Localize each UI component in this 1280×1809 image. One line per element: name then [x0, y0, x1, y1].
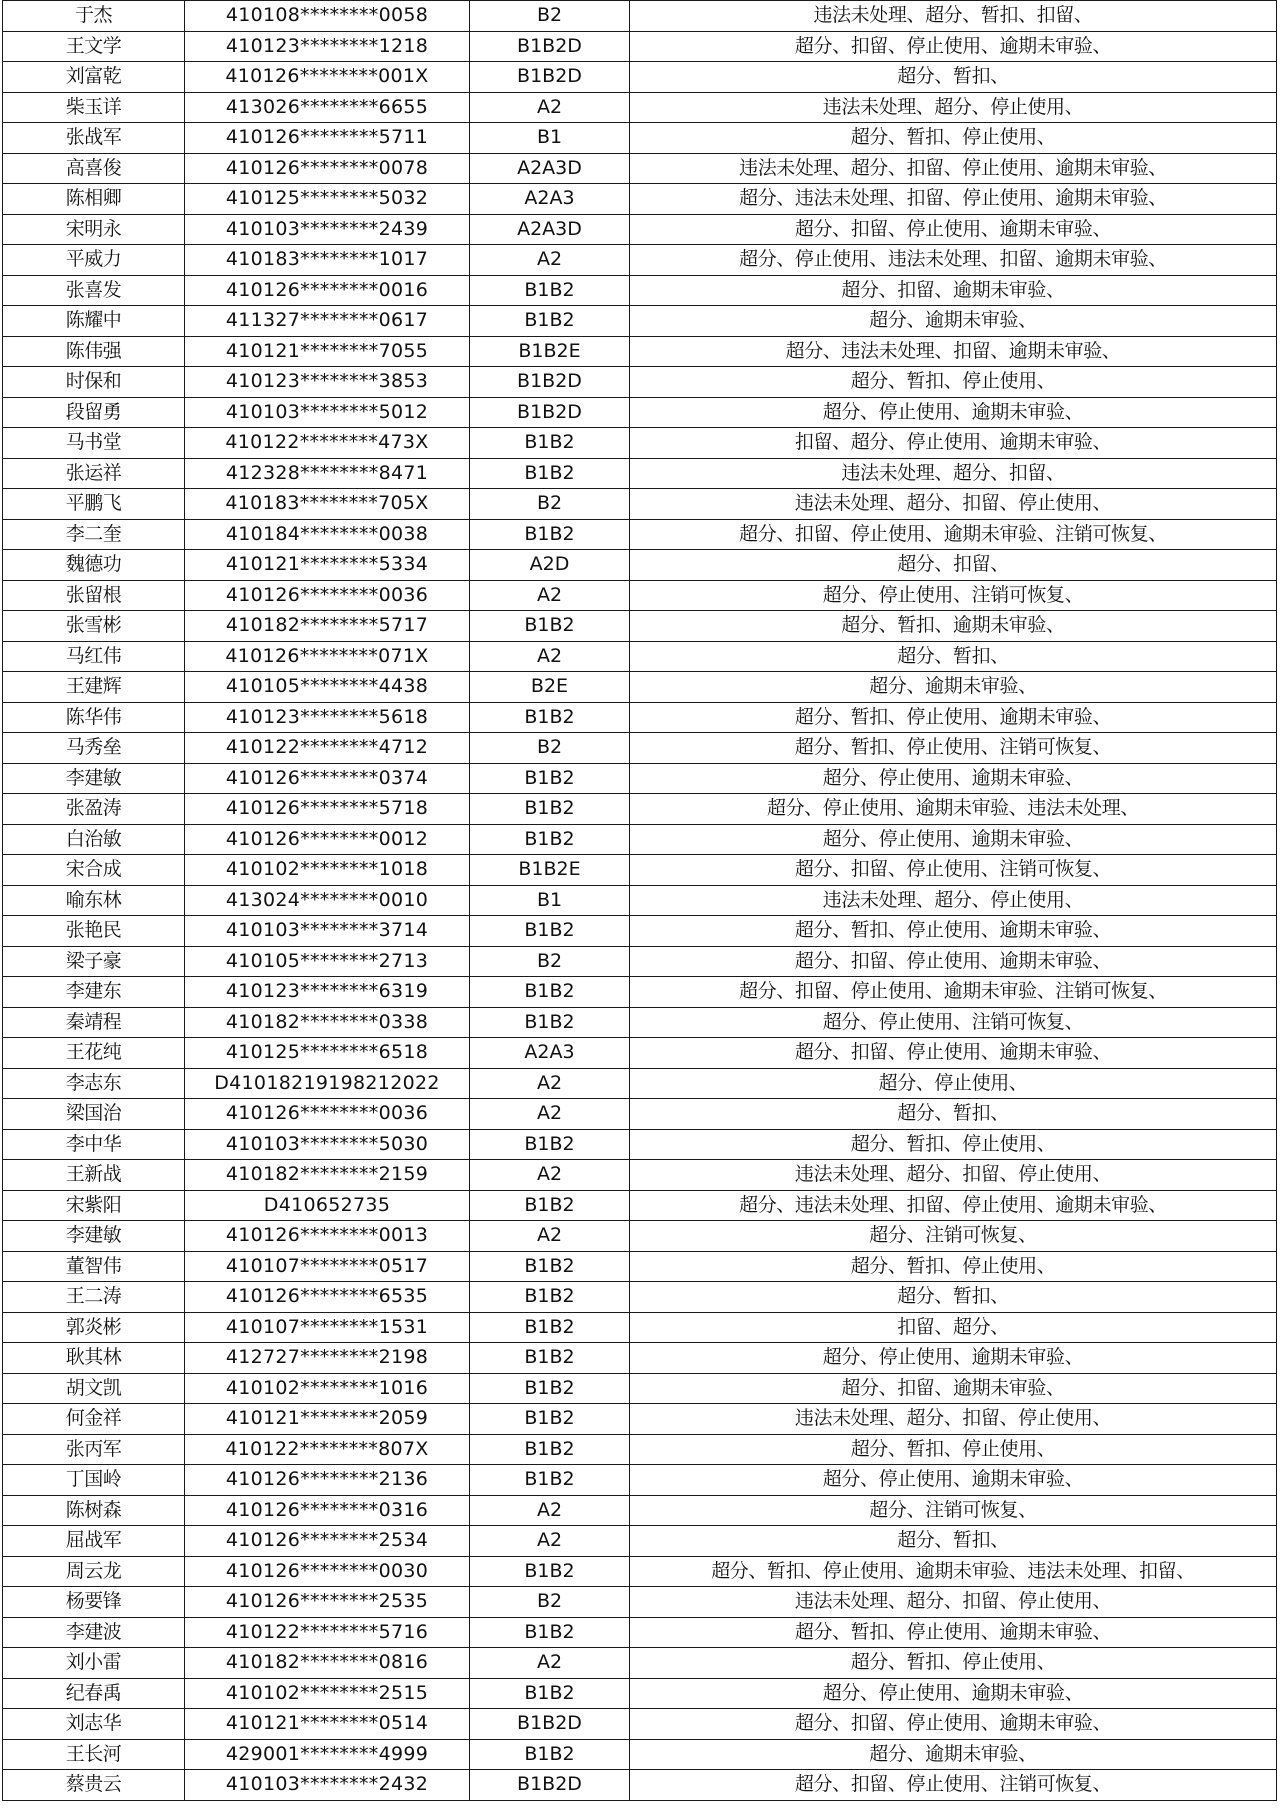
license-status-cell: 超分、扣留、停止使用、逾期未审验、注销可恢复、 — [630, 977, 1277, 1008]
license-class-cell: B1B2 — [470, 1678, 630, 1709]
license-class-cell: B1B2 — [470, 519, 630, 550]
driver-name-cell: 张喜发 — [3, 275, 185, 306]
table-row — [3, 1, 1277, 32]
driver-records-table — [2, 0, 1277, 1801]
license-status-cell: 超分、暂扣、停止使用、 — [630, 1251, 1277, 1282]
driver-records-body — [3, 1, 1277, 1801]
table-row — [3, 1251, 1277, 1282]
license-status-cell: 超分、停止使用、逾期未审验、 — [630, 824, 1277, 855]
id-number-cell: 410126********5711 — [185, 123, 470, 154]
license-class-cell: B2 — [470, 1587, 630, 1618]
driver-name-cell: 陈华伟 — [3, 702, 185, 733]
id-number-cell: 410122********5716 — [185, 1617, 470, 1648]
license-status-cell: 超分、扣留、停止使用、逾期未审验、 — [630, 946, 1277, 977]
driver-name-cell: 高喜俊 — [3, 153, 185, 184]
table-row — [3, 1526, 1277, 1557]
id-number-cell: 413024********0010 — [185, 885, 470, 916]
license-class-cell: B1B2D — [470, 1709, 630, 1740]
license-status-cell: 超分、停止使用、逾期未审验、违法未处理、 — [630, 794, 1277, 825]
license-class-cell: A2 — [470, 245, 630, 276]
driver-name-cell: 于杰 — [3, 1, 185, 32]
table-row — [3, 214, 1277, 245]
license-class-cell: A2A3 — [470, 1038, 630, 1069]
license-class-cell: B2E — [470, 672, 630, 703]
license-class-cell: B1B2 — [470, 458, 630, 489]
license-class-cell: B1B2 — [470, 428, 630, 459]
license-class-cell: B1B2 — [470, 1404, 630, 1435]
driver-name-cell: 白治敏 — [3, 824, 185, 855]
license-class-cell: B1B2 — [470, 1312, 630, 1343]
license-class-cell: A2 — [470, 1160, 630, 1191]
driver-name-cell: 何金祥 — [3, 1404, 185, 1435]
license-class-cell: A2A3D — [470, 153, 630, 184]
license-status-cell: 违法未处理、超分、扣留、停止使用、 — [630, 1587, 1277, 1618]
license-status-cell: 超分、逾期未审验、 — [630, 306, 1277, 337]
license-class-cell: B1B2 — [470, 1465, 630, 1496]
id-number-cell: 410182********0338 — [185, 1007, 470, 1038]
license-class-cell: B1B2 — [470, 1007, 630, 1038]
id-number-cell: 410103********3714 — [185, 916, 470, 947]
license-class-cell: B1B2E — [470, 336, 630, 367]
id-number-cell: 410126********001X — [185, 62, 470, 93]
table-row — [3, 1129, 1277, 1160]
table-row — [3, 1373, 1277, 1404]
license-status-cell: 超分、停止使用、逾期未审验、 — [630, 1678, 1277, 1709]
table-row — [3, 611, 1277, 642]
license-status-cell: 超分、扣留、逾期未审验、 — [630, 275, 1277, 306]
driver-name-cell: 平鹏飞 — [3, 489, 185, 520]
id-number-cell: 410126********6535 — [185, 1282, 470, 1313]
table-row — [3, 306, 1277, 337]
id-number-cell: 410103********2439 — [185, 214, 470, 245]
license-status-cell: 超分、注销可恢复、 — [630, 1495, 1277, 1526]
table-row — [3, 1160, 1277, 1191]
id-number-cell: 410126********0078 — [185, 153, 470, 184]
license-class-cell: A2 — [470, 641, 630, 672]
driver-name-cell: 马红伟 — [3, 641, 185, 672]
id-number-cell: 410102********2515 — [185, 1678, 470, 1709]
license-status-cell: 超分、停止使用、注销可恢复、 — [630, 580, 1277, 611]
license-status-cell: 超分、停止使用、逾期未审验、 — [630, 397, 1277, 428]
license-status-cell: 超分、扣留、逾期未审验、 — [630, 1373, 1277, 1404]
id-number-cell: 410123********3853 — [185, 367, 470, 398]
id-number-cell: 410126********0316 — [185, 1495, 470, 1526]
driver-name-cell: 屈战军 — [3, 1526, 185, 1557]
driver-name-cell: 喻东林 — [3, 885, 185, 916]
id-number-cell: 410105********4438 — [185, 672, 470, 703]
driver-name-cell: 宋合成 — [3, 855, 185, 886]
id-number-cell: 410182********5717 — [185, 611, 470, 642]
license-class-cell: B1 — [470, 885, 630, 916]
table-row — [3, 397, 1277, 428]
license-status-cell: 超分、停止使用、注销可恢复、 — [630, 1007, 1277, 1038]
table-row — [3, 1434, 1277, 1465]
driver-name-cell: 平威力 — [3, 245, 185, 276]
id-number-cell: 410107********0517 — [185, 1251, 470, 1282]
license-status-cell: 超分、扣留、停止使用、逾期未审验、 — [630, 1038, 1277, 1069]
license-class-cell: B1B2D — [470, 62, 630, 93]
table-row — [3, 1282, 1277, 1313]
license-class-cell: B1B2 — [470, 611, 630, 642]
id-number-cell: 410122********807X — [185, 1434, 470, 1465]
table-row — [3, 1617, 1277, 1648]
license-status-cell: 违法未处理、超分、停止使用、 — [630, 92, 1277, 123]
id-number-cell: 410126********0374 — [185, 763, 470, 794]
id-number-cell: D410652735 — [185, 1190, 470, 1221]
driver-name-cell: 时保和 — [3, 367, 185, 398]
driver-name-cell: 李建波 — [3, 1617, 185, 1648]
driver-name-cell: 李建敏 — [3, 1221, 185, 1252]
license-class-cell: B1B2 — [470, 275, 630, 306]
id-number-cell: 410183********705X — [185, 489, 470, 520]
license-class-cell: B1B2 — [470, 1282, 630, 1313]
license-class-cell: B2 — [470, 1, 630, 32]
table-row — [3, 1739, 1277, 1770]
license-class-cell: B1B2 — [470, 1251, 630, 1282]
license-status-cell: 扣留、超分、停止使用、逾期未审验、 — [630, 428, 1277, 459]
driver-name-cell: 宋明永 — [3, 214, 185, 245]
table-row — [3, 1343, 1277, 1374]
table-row — [3, 489, 1277, 520]
license-class-cell: A2A3D — [470, 214, 630, 245]
table-row — [3, 763, 1277, 794]
driver-name-cell: 李建敏 — [3, 763, 185, 794]
id-number-cell: 410126********071X — [185, 641, 470, 672]
license-status-cell: 超分、扣留、停止使用、逾期未审验、 — [630, 1709, 1277, 1740]
id-number-cell: 410126********0036 — [185, 580, 470, 611]
table-row — [3, 428, 1277, 459]
license-class-cell: A2 — [470, 92, 630, 123]
driver-name-cell: 张雪彬 — [3, 611, 185, 642]
license-status-cell: 超分、暂扣、停止使用、逾期未审验、 — [630, 702, 1277, 733]
driver-name-cell: 王建辉 — [3, 672, 185, 703]
id-number-cell: 410126********0012 — [185, 824, 470, 855]
license-class-cell: A2 — [470, 1068, 630, 1099]
table-row — [3, 1404, 1277, 1435]
id-number-cell: 410183********1017 — [185, 245, 470, 276]
table-row — [3, 1678, 1277, 1709]
license-status-cell: 超分、暂扣、停止使用、注销可恢复、 — [630, 733, 1277, 764]
license-class-cell: B1B2 — [470, 1190, 630, 1221]
driver-name-cell: 段留勇 — [3, 397, 185, 428]
driver-name-cell: 王花纯 — [3, 1038, 185, 1069]
driver-name-cell: 陈树森 — [3, 1495, 185, 1526]
driver-name-cell: 王新战 — [3, 1160, 185, 1191]
id-number-cell: 410121********5334 — [185, 550, 470, 581]
license-status-cell: 超分、暂扣、停止使用、 — [630, 1434, 1277, 1465]
id-number-cell: 410184********0038 — [185, 519, 470, 550]
table-row — [3, 1465, 1277, 1496]
table-row — [3, 153, 1277, 184]
license-class-cell: A2 — [470, 1648, 630, 1679]
id-number-cell: 410126********0013 — [185, 1221, 470, 1252]
license-class-cell: B1 — [470, 123, 630, 154]
license-status-cell: 超分、停止使用、逾期未审验、 — [630, 1465, 1277, 1496]
table-row — [3, 123, 1277, 154]
license-class-cell: B1B2 — [470, 1343, 630, 1374]
table-row — [3, 1221, 1277, 1252]
table-row — [3, 977, 1277, 1008]
table-row — [3, 1007, 1277, 1038]
table-row — [3, 245, 1277, 276]
driver-name-cell: 马书堂 — [3, 428, 185, 459]
license-status-cell: 超分、注销可恢复、 — [630, 1221, 1277, 1252]
driver-name-cell: 杨要锋 — [3, 1587, 185, 1618]
driver-name-cell: 王长河 — [3, 1739, 185, 1770]
license-class-cell: B1B2 — [470, 306, 630, 337]
table-row — [3, 458, 1277, 489]
driver-name-cell: 陈伟强 — [3, 336, 185, 367]
table-row — [3, 1770, 1277, 1801]
id-number-cell: 410102********1016 — [185, 1373, 470, 1404]
license-status-cell: 超分、违法未处理、扣留、逾期未审验、 — [630, 336, 1277, 367]
table-row — [3, 916, 1277, 947]
id-number-cell: 412328********8471 — [185, 458, 470, 489]
table-row — [3, 1648, 1277, 1679]
license-class-cell: A2 — [470, 1099, 630, 1130]
license-class-cell: B2 — [470, 946, 630, 977]
id-number-cell: 410126********2136 — [185, 1465, 470, 1496]
driver-name-cell: 刘小雷 — [3, 1648, 185, 1679]
license-status-cell: 超分、暂扣、停止使用、逾期未审验、违法未处理、扣留、 — [630, 1556, 1277, 1587]
license-status-cell: 违法未处理、超分、扣留、停止使用、 — [630, 1160, 1277, 1191]
id-number-cell: 410182********2159 — [185, 1160, 470, 1191]
driver-name-cell: 李建东 — [3, 977, 185, 1008]
driver-name-cell: 柴玉详 — [3, 92, 185, 123]
license-class-cell: B1B2 — [470, 1556, 630, 1587]
license-class-cell: B1B2D — [470, 31, 630, 62]
license-class-cell: B2 — [470, 733, 630, 764]
license-status-cell: 超分、扣留、停止使用、逾期未审验、 — [630, 214, 1277, 245]
license-status-cell: 违法未处理、超分、停止使用、 — [630, 885, 1277, 916]
id-number-cell: 410108********0058 — [185, 1, 470, 32]
table-row — [3, 367, 1277, 398]
table-row — [3, 1495, 1277, 1526]
license-status-cell: 超分、暂扣、停止使用、 — [630, 1648, 1277, 1679]
license-class-cell: A2 — [470, 580, 630, 611]
table-row — [3, 733, 1277, 764]
driver-name-cell: 王二涛 — [3, 1282, 185, 1313]
license-class-cell: B2 — [470, 489, 630, 520]
license-status-cell: 超分、暂扣、停止使用、 — [630, 123, 1277, 154]
id-number-cell: 410122********473X — [185, 428, 470, 459]
id-number-cell: 410121********0514 — [185, 1709, 470, 1740]
license-status-cell: 超分、扣留、停止使用、注销可恢复、 — [630, 1770, 1277, 1801]
table-row — [3, 1038, 1277, 1069]
id-number-cell: 410182********0816 — [185, 1648, 470, 1679]
driver-name-cell: 纪春禹 — [3, 1678, 185, 1709]
driver-name-cell: 张丙军 — [3, 1434, 185, 1465]
license-class-cell: B1B2 — [470, 1434, 630, 1465]
license-status-cell: 超分、暂扣、停止使用、逾期未审验、 — [630, 1617, 1277, 1648]
license-class-cell: B1B2 — [470, 1373, 630, 1404]
license-status-cell: 超分、暂扣、 — [630, 62, 1277, 93]
table-row — [3, 1556, 1277, 1587]
driver-name-cell: 陈耀中 — [3, 306, 185, 337]
table-row — [3, 641, 1277, 672]
driver-name-cell: 秦靖程 — [3, 1007, 185, 1038]
license-class-cell: A2A3 — [470, 184, 630, 215]
license-status-cell: 超分、扣留、停止使用、注销可恢复、 — [630, 855, 1277, 886]
driver-name-cell: 周云龙 — [3, 1556, 185, 1587]
id-number-cell: 410102********1018 — [185, 855, 470, 886]
id-number-cell: 429001********4999 — [185, 1739, 470, 1770]
license-status-cell: 违法未处理、超分、扣留、 — [630, 458, 1277, 489]
table-row — [3, 184, 1277, 215]
id-number-cell: 410107********1531 — [185, 1312, 470, 1343]
license-status-cell: 超分、停止使用、违法未处理、扣留、逾期未审验、 — [630, 245, 1277, 276]
license-status-cell: 违法未处理、超分、扣留、停止使用、 — [630, 489, 1277, 520]
driver-name-cell: 张艳民 — [3, 916, 185, 947]
id-number-cell: 410126********0030 — [185, 1556, 470, 1587]
table-row — [3, 519, 1277, 550]
license-status-cell: 超分、暂扣、 — [630, 1526, 1277, 1557]
driver-name-cell: 张留根 — [3, 580, 185, 611]
id-number-cell: 410126********2534 — [185, 1526, 470, 1557]
id-number-cell: 410123********1218 — [185, 31, 470, 62]
id-number-cell: D41018219198212022 — [185, 1068, 470, 1099]
license-status-cell: 超分、暂扣、 — [630, 1099, 1277, 1130]
table-row — [3, 62, 1277, 93]
driver-name-cell: 丁国岭 — [3, 1465, 185, 1496]
driver-name-cell: 李志东 — [3, 1068, 185, 1099]
license-status-cell: 超分、暂扣、停止使用、 — [630, 367, 1277, 398]
table-row — [3, 1068, 1277, 1099]
id-number-cell: 410103********2432 — [185, 1770, 470, 1801]
license-class-cell: B1B2E — [470, 855, 630, 886]
driver-name-cell: 李中华 — [3, 1129, 185, 1160]
driver-name-cell: 郭炎彬 — [3, 1312, 185, 1343]
table-row — [3, 672, 1277, 703]
license-class-cell: A2 — [470, 1526, 630, 1557]
id-number-cell: 410125********6518 — [185, 1038, 470, 1069]
driver-name-cell: 张盈涛 — [3, 794, 185, 825]
table-row — [3, 1099, 1277, 1130]
license-class-cell: B1B2 — [470, 916, 630, 947]
id-number-cell: 411327********0617 — [185, 306, 470, 337]
license-status-cell: 超分、违法未处理、扣留、停止使用、逾期未审验、 — [630, 184, 1277, 215]
driver-name-cell: 董智伟 — [3, 1251, 185, 1282]
driver-name-cell: 张运祥 — [3, 458, 185, 489]
id-number-cell: 410103********5012 — [185, 397, 470, 428]
id-number-cell: 410126********0036 — [185, 1099, 470, 1130]
driver-name-cell: 梁国治 — [3, 1099, 185, 1130]
license-status-cell: 违法未处理、超分、暂扣、扣留、 — [630, 1, 1277, 32]
id-number-cell: 413026********6655 — [185, 92, 470, 123]
license-status-cell: 超分、暂扣、逾期未审验、 — [630, 611, 1277, 642]
table-row — [3, 855, 1277, 886]
driver-name-cell: 陈相卿 — [3, 184, 185, 215]
id-number-cell: 410123********6319 — [185, 977, 470, 1008]
id-number-cell: 410123********5618 — [185, 702, 470, 733]
license-status-cell: 超分、停止使用、逾期未审验、 — [630, 763, 1277, 794]
table-row — [3, 702, 1277, 733]
license-class-cell: B1B2 — [470, 824, 630, 855]
license-class-cell: B1B2D — [470, 367, 630, 398]
license-class-cell: B1B2 — [470, 1617, 630, 1648]
driver-name-cell: 耿其林 — [3, 1343, 185, 1374]
license-class-cell: A2D — [470, 550, 630, 581]
id-number-cell: 410122********4712 — [185, 733, 470, 764]
driver-name-cell: 王文学 — [3, 31, 185, 62]
license-class-cell: B1B2 — [470, 763, 630, 794]
driver-name-cell: 刘志华 — [3, 1709, 185, 1740]
driver-name-cell: 马秀垒 — [3, 733, 185, 764]
license-status-cell: 超分、逾期未审验、 — [630, 1739, 1277, 1770]
table-row — [3, 824, 1277, 855]
license-status-cell: 超分、暂扣、停止使用、 — [630, 1129, 1277, 1160]
license-class-cell: A2 — [470, 1495, 630, 1526]
driver-name-cell: 刘富乾 — [3, 62, 185, 93]
license-status-cell: 超分、暂扣、停止使用、逾期未审验、 — [630, 916, 1277, 947]
id-number-cell: 410125********5032 — [185, 184, 470, 215]
id-number-cell: 410121********2059 — [185, 1404, 470, 1435]
table-row — [3, 885, 1277, 916]
license-class-cell: B1B2D — [470, 1770, 630, 1801]
table-row — [3, 1312, 1277, 1343]
license-status-cell: 超分、暂扣、 — [630, 641, 1277, 672]
id-number-cell: 410126********5718 — [185, 794, 470, 825]
license-status-cell: 扣留、超分、 — [630, 1312, 1277, 1343]
license-class-cell: B1B2 — [470, 1129, 630, 1160]
license-status-cell: 违法未处理、超分、扣留、停止使用、 — [630, 1404, 1277, 1435]
id-number-cell: 410126********0016 — [185, 275, 470, 306]
driver-name-cell: 蔡贵云 — [3, 1770, 185, 1801]
id-number-cell: 410103********5030 — [185, 1129, 470, 1160]
driver-name-cell: 梁子豪 — [3, 946, 185, 977]
driver-name-cell: 张战军 — [3, 123, 185, 154]
id-number-cell: 412727********2198 — [185, 1343, 470, 1374]
table-row — [3, 550, 1277, 581]
license-status-cell: 超分、停止使用、逾期未审验、 — [630, 1343, 1277, 1374]
license-class-cell: B1B2D — [470, 397, 630, 428]
table-row — [3, 1587, 1277, 1618]
table-row — [3, 580, 1277, 611]
license-class-cell: B1B2 — [470, 977, 630, 1008]
license-status-cell: 超分、暂扣、 — [630, 1282, 1277, 1313]
driver-name-cell: 李二奎 — [3, 519, 185, 550]
license-class-cell: A2 — [470, 1221, 630, 1252]
license-status-cell: 超分、扣留、 — [630, 550, 1277, 581]
table-row — [3, 92, 1277, 123]
id-number-cell: 410126********2535 — [185, 1587, 470, 1618]
table-row — [3, 1709, 1277, 1740]
table-row — [3, 1190, 1277, 1221]
id-number-cell: 410105********2713 — [185, 946, 470, 977]
id-number-cell: 410121********7055 — [185, 336, 470, 367]
driver-name-cell: 宋紫阳 — [3, 1190, 185, 1221]
driver-name-cell: 魏德功 — [3, 550, 185, 581]
table-row — [3, 336, 1277, 367]
table-row — [3, 275, 1277, 306]
license-status-cell: 超分、违法未处理、扣留、停止使用、逾期未审验、 — [630, 1190, 1277, 1221]
license-status-cell: 超分、停止使用、 — [630, 1068, 1277, 1099]
license-status-cell: 超分、扣留、停止使用、逾期未审验、 — [630, 31, 1277, 62]
license-status-cell: 超分、扣留、停止使用、逾期未审验、注销可恢复、 — [630, 519, 1277, 550]
table-row — [3, 946, 1277, 977]
driver-name-cell: 胡文凯 — [3, 1373, 185, 1404]
table-row — [3, 31, 1277, 62]
table-row — [3, 794, 1277, 825]
license-class-cell: B1B2 — [470, 702, 630, 733]
license-status-cell: 违法未处理、超分、扣留、停止使用、逾期未审验、 — [630, 153, 1277, 184]
license-class-cell: B1B2 — [470, 1739, 630, 1770]
license-class-cell: B1B2 — [470, 794, 630, 825]
license-status-cell: 超分、逾期未审验、 — [630, 672, 1277, 703]
